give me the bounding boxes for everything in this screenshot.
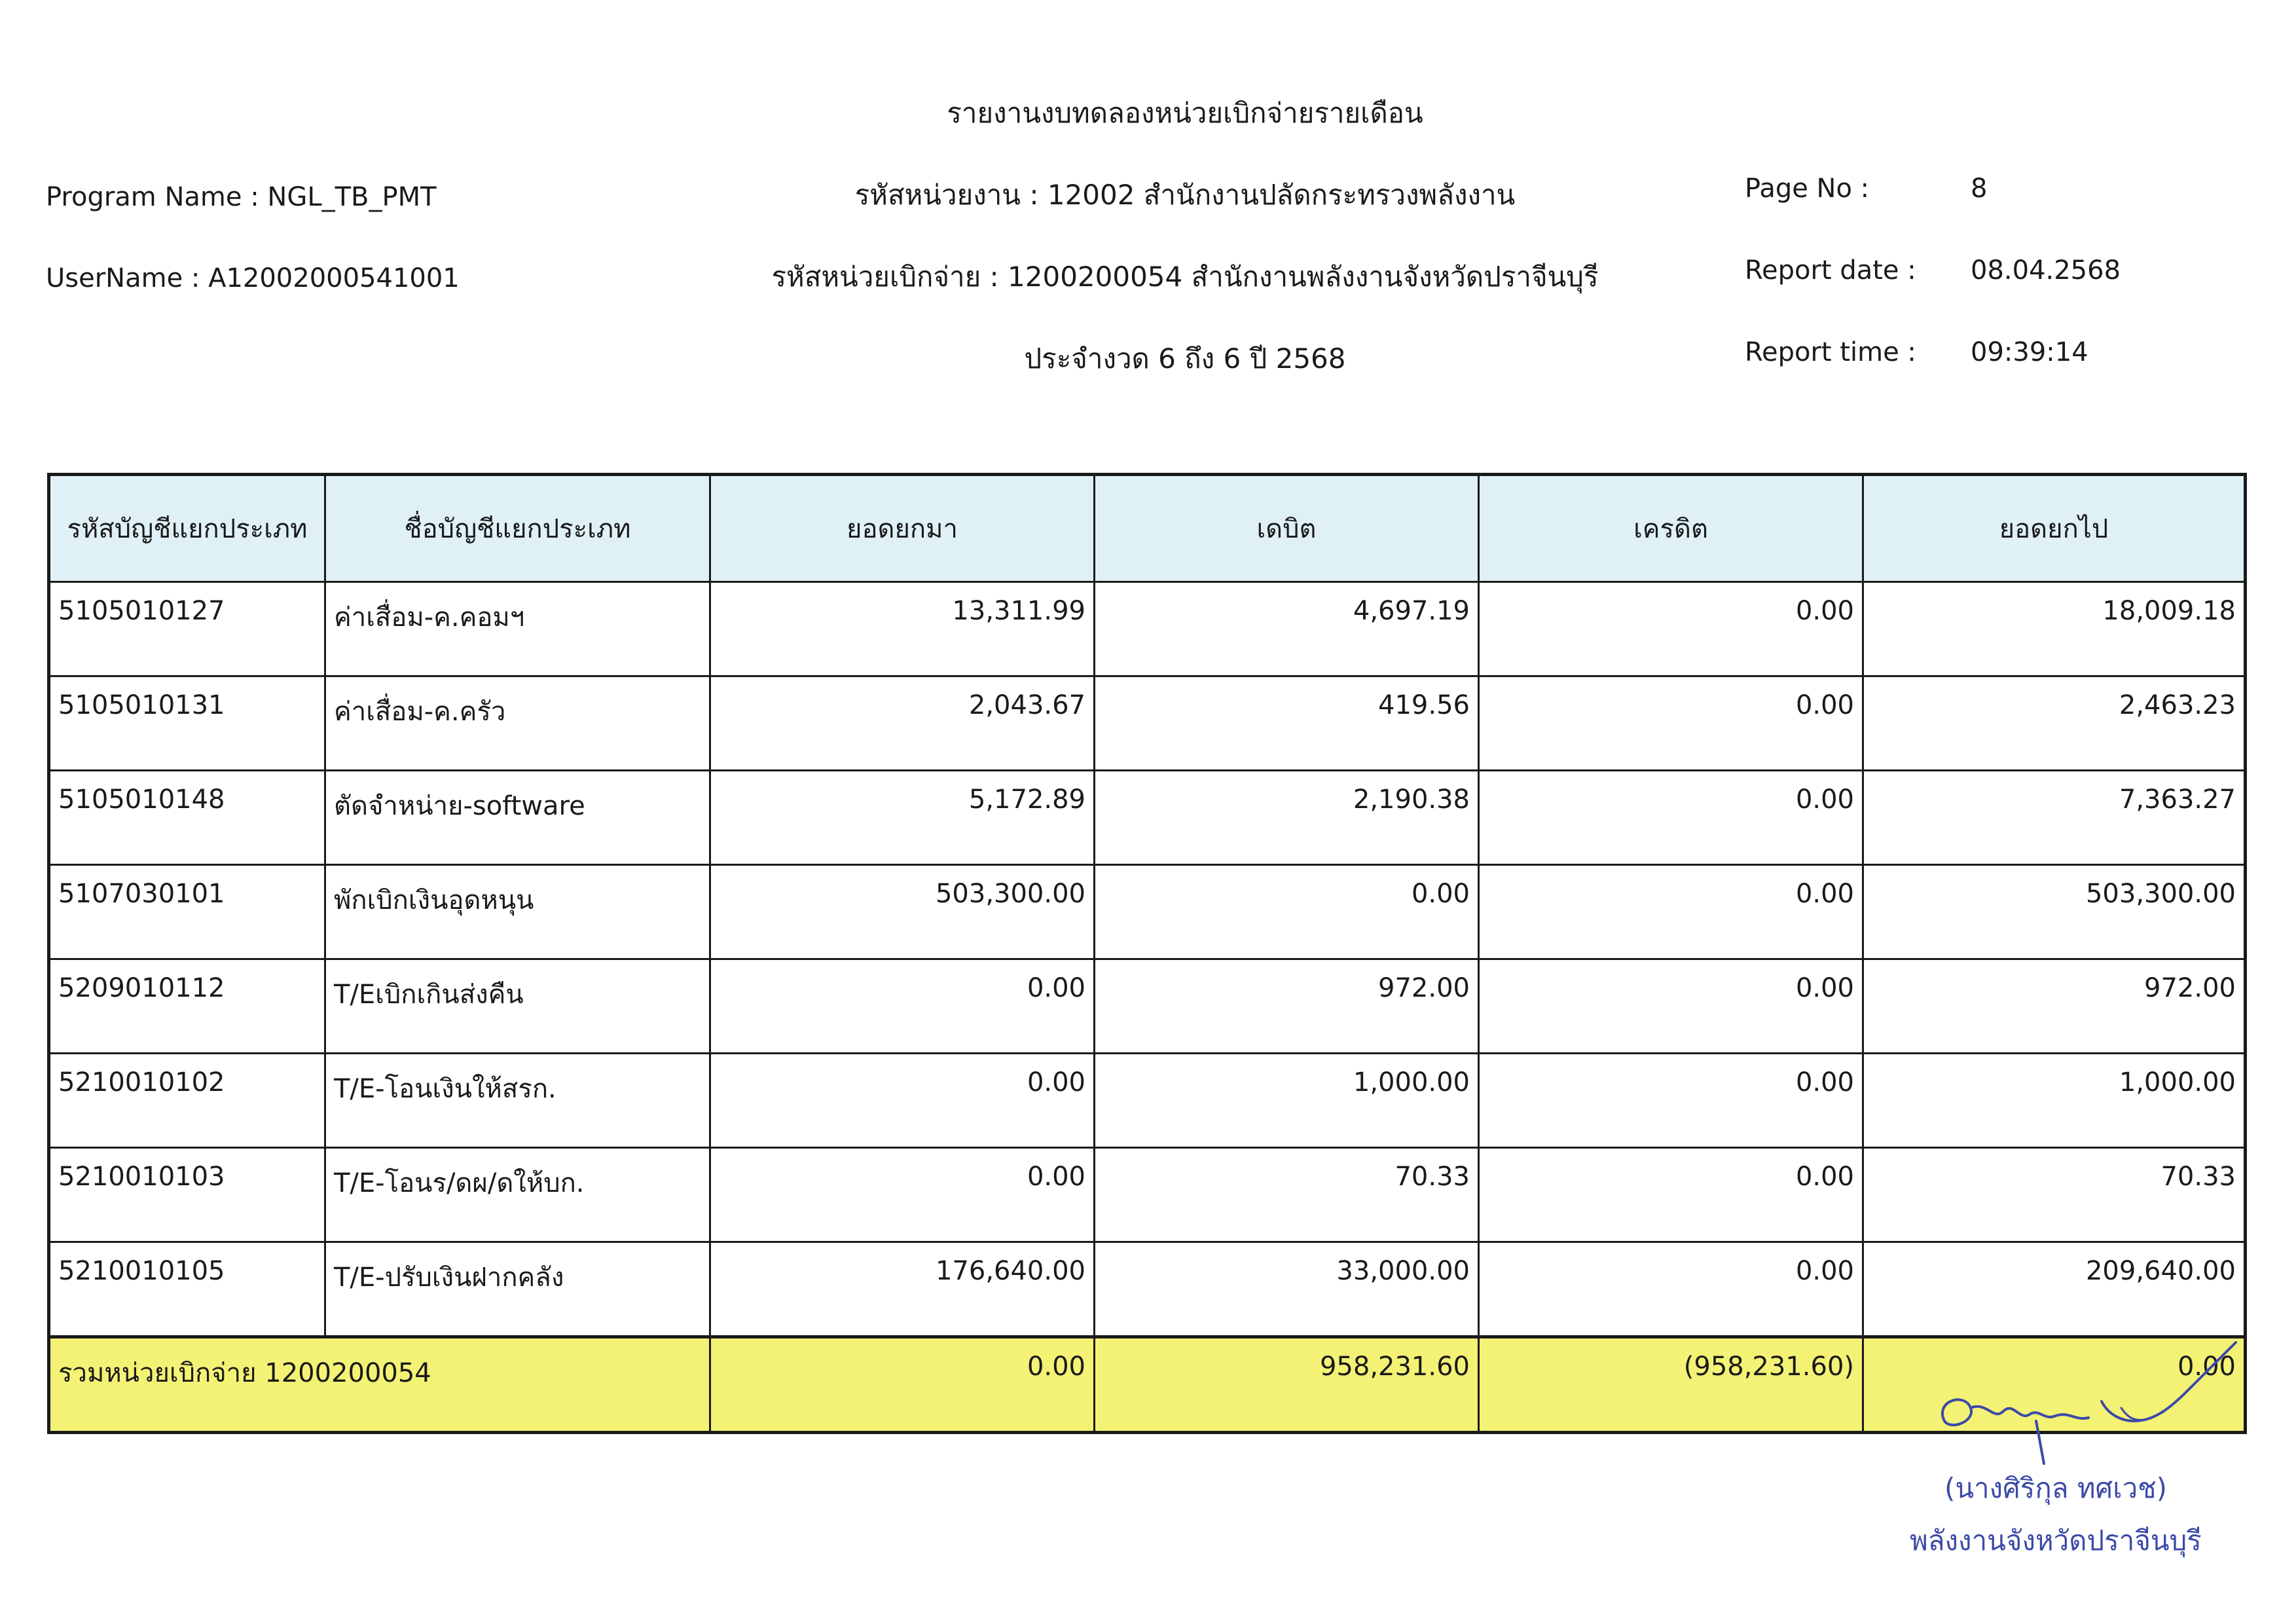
col-header-debit: เดบิต xyxy=(1095,475,1479,582)
brought-forward-value: 2,043.67 xyxy=(710,676,1095,771)
col-header-carried-forward: ยอดยกไป xyxy=(1863,475,2246,582)
report-date-value: 08.04.2568 xyxy=(1971,255,2121,286)
table-row xyxy=(49,1148,2246,1242)
credit-value: 0.00 xyxy=(1479,959,1863,1054)
carried-forward-value: 2,463.23 xyxy=(1863,676,2246,771)
credit-value: 0.00 xyxy=(1479,1148,1863,1242)
table-row xyxy=(49,771,2246,865)
user-name: UserName : A12002000541001 xyxy=(46,263,460,293)
account-code: 5105010148 xyxy=(49,771,325,865)
credit-value: 0.00 xyxy=(1479,1054,1863,1148)
account-code: 5209010112 xyxy=(49,959,325,1054)
debit-value: 972.00 xyxy=(1095,959,1479,1054)
account-code: 5105010131 xyxy=(49,676,325,771)
account-code: 5210010103 xyxy=(49,1148,325,1242)
brought-forward-value: 5,172.89 xyxy=(710,771,1095,865)
report-date-label: Report date : xyxy=(1745,255,1916,286)
account-name: ค่าเสื่อม-ค.ครัว xyxy=(325,676,710,771)
signatory-position: พลังงานจังหวัดปราจีนบุรี xyxy=(1910,1524,2202,1557)
carried-forward-value: 209,640.00 xyxy=(1863,1242,2246,1337)
debit-value: 33,000.00 xyxy=(1095,1242,1479,1337)
carried-forward-value: 972.00 xyxy=(1863,959,2246,1054)
brought-forward-value: 0.00 xyxy=(710,1054,1095,1148)
debit-value: 70.33 xyxy=(1095,1148,1479,1242)
debit-value: 0.00 xyxy=(1095,865,1479,959)
total-label: รวมหน่วยเบิกจ่าย 1200200054 xyxy=(49,1337,710,1433)
brought-forward-value: 0.00 xyxy=(710,1148,1095,1242)
total-debit: 958,231.60 xyxy=(1095,1337,1479,1433)
credit-value: 0.00 xyxy=(1479,1242,1863,1337)
brought-forward-value: 176,640.00 xyxy=(710,1242,1095,1337)
carried-forward-value: 1,000.00 xyxy=(1863,1054,2246,1148)
account-code: 5210010105 xyxy=(49,1242,325,1337)
agency-line: รหัสหน่วยงาน : 12002 สำนักงานปลัดกระทรวงพลังงาน xyxy=(854,179,1516,211)
account-name: พักเบิกเงินอุดหนุน xyxy=(325,865,710,959)
credit-value: 0.00 xyxy=(1479,771,1863,865)
brought-forward-value: 13,311.99 xyxy=(710,582,1095,676)
carried-forward-value: 7,363.27 xyxy=(1863,771,2246,865)
credit-value: 0.00 xyxy=(1479,582,1863,676)
report-time-value: 09:39:14 xyxy=(1971,337,2088,367)
total-credit: (958,231.60) xyxy=(1479,1337,1863,1433)
credit-value: 0.00 xyxy=(1479,676,1863,771)
debit-value: 419.56 xyxy=(1095,676,1479,771)
carried-forward-value: 503,300.00 xyxy=(1863,865,2246,959)
brought-forward-value: 0.00 xyxy=(710,959,1095,1054)
account-name: T/E-ปรับเงินฝากคลัง xyxy=(325,1242,710,1337)
brought-forward-value: 503,300.00 xyxy=(710,865,1095,959)
page-no-value: 8 xyxy=(1971,174,1988,204)
period-line: ประจำงวด 6 ถึง 6 ปี 2568 xyxy=(1024,342,1346,375)
handwritten-signature-icon xyxy=(1872,1323,2239,1480)
account-name: T/E-โอนร/ดผ/ดให้บก. xyxy=(325,1148,710,1242)
carried-forward-value: 18,009.18 xyxy=(1863,582,2246,676)
program-name: Program Name : NGL_TB_PMT xyxy=(46,182,437,212)
report-title: รายงานงบทดลองหน่วยเบิกจ่ายรายเดือน xyxy=(947,97,1423,129)
total-carried-forward: 0.00 xyxy=(1863,1337,2246,1433)
account-code: 5210010102 xyxy=(49,1054,325,1148)
debit-value: 4,697.19 xyxy=(1095,582,1479,676)
table-header-row xyxy=(49,475,2246,582)
table-row xyxy=(49,582,2246,676)
debit-value: 2,190.38 xyxy=(1095,771,1479,865)
table-row xyxy=(49,676,2246,771)
page-no-label: Page No : xyxy=(1745,174,1870,204)
debit-value: 1,000.00 xyxy=(1095,1054,1479,1148)
account-name: ตัดจำหน่าย-software xyxy=(325,771,710,865)
disbursement-unit-line: รหัสหน่วยเบิกจ่าย : 1200200054 สำนักงานพลังงานจังหวัดปราจีนบุรี xyxy=(771,261,1599,293)
col-header-account-name: ชื่อบัญชีแยกประเภท xyxy=(325,475,710,582)
col-header-account-code: รหัสบัญชีแยกประเภท xyxy=(49,475,325,582)
carried-forward-value: 70.33 xyxy=(1863,1148,2246,1242)
col-header-credit: เครดิต xyxy=(1479,475,1863,582)
account-code: 5105010127 xyxy=(49,582,325,676)
account-name: T/Eเบิกเกินส่งคืน xyxy=(325,959,710,1054)
col-header-brought-forward: ยอดยกมา xyxy=(710,475,1095,582)
signatory-name: (นางศิริกุล ทศเวช) xyxy=(1944,1472,2168,1504)
table-row xyxy=(49,865,2246,959)
account-name: ค่าเสื่อม-ค.คอมฯ xyxy=(325,582,710,676)
report-time-label: Report time : xyxy=(1745,337,1916,367)
credit-value: 0.00 xyxy=(1479,865,1863,959)
total-brought-forward: 0.00 xyxy=(710,1337,1095,1433)
table-row xyxy=(49,959,2246,1054)
account-name: T/E-โอนเงินให้สรก. xyxy=(325,1054,710,1148)
account-code: 5107030101 xyxy=(49,865,325,959)
trial-balance-table xyxy=(47,473,2247,1434)
table-row xyxy=(49,1054,2246,1148)
